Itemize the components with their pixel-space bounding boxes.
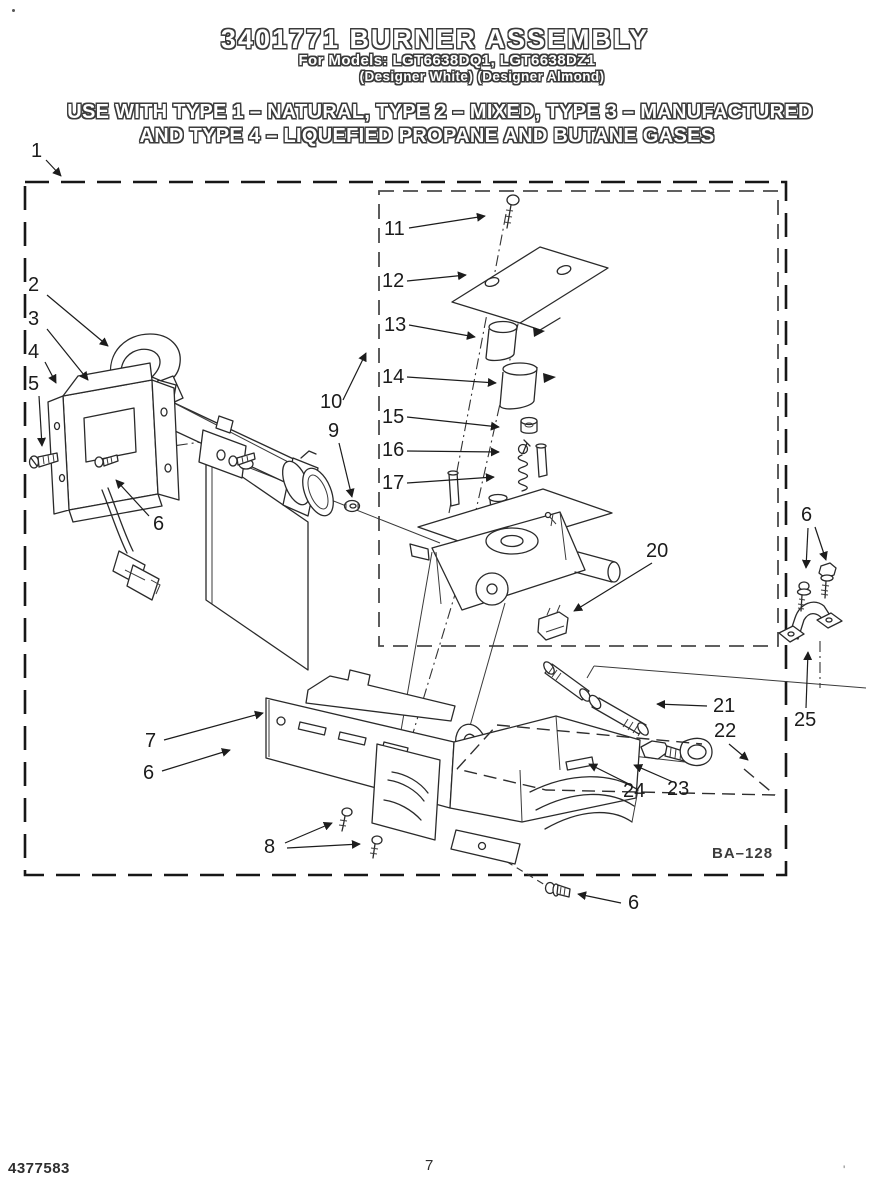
callout-20: 20: [646, 540, 669, 562]
callout-23: 23: [667, 778, 690, 800]
coil-14: [500, 363, 556, 409]
page-number: 7: [425, 1157, 434, 1174]
coil-13: [486, 322, 545, 361]
callout-6-base: 6: [143, 762, 155, 784]
callout-24: 24: [623, 780, 646, 802]
callout-10: 10: [320, 391, 343, 413]
callout-14: 14: [382, 366, 405, 388]
callout-7: 7: [145, 730, 157, 752]
callout-9: 9: [328, 420, 340, 442]
page-title: 3401771 BURNER ASSEMBLY: [220, 24, 650, 54]
callout-22: 22: [714, 720, 737, 742]
bracket-12: [452, 247, 608, 330]
callout-13: 13: [384, 314, 407, 336]
callout-8: 8: [264, 836, 276, 858]
cap-15: [521, 418, 537, 434]
gas-types-line-1: USE WITH TYPE 1 – NATURAL, TYPE 2 – MIXED, TYPE 3 – MANUFACTURED: [67, 101, 813, 123]
callout-3: 3: [28, 308, 40, 330]
callout-6-bottom: 6: [628, 892, 640, 914]
screw-6-bottom: [546, 883, 571, 898]
orifice-nut-9: [345, 501, 360, 512]
screw-11: [504, 195, 519, 228]
callout-17: 17: [382, 472, 405, 494]
callout-16: 16: [382, 439, 405, 461]
callout-2: 2: [28, 274, 40, 296]
callout-11: 11: [384, 218, 405, 240]
callout-6-right: 6: [801, 504, 813, 526]
scan-corner-mark: ': [843, 1163, 846, 1177]
finish-colors-line: (Designer White) (Designer Almond): [359, 69, 605, 84]
callout-15: 15: [382, 406, 405, 428]
wire-terminal-20: [538, 605, 568, 640]
callout-21: 21: [713, 695, 736, 717]
models-line: For Models: LGT6638DQ1, LGT6638DZ1: [298, 52, 596, 69]
callout-25: 25: [794, 709, 817, 731]
burner-bracket: [48, 363, 179, 522]
drawing-code: BA–128: [712, 845, 774, 862]
callout-1: 1: [31, 140, 43, 162]
gas-types-line-2: AND TYPE 4 – LIQUEFIED PROPANE AND BUTANE GASES: [139, 125, 715, 147]
callout-6-left: 6: [153, 513, 165, 535]
callout-12: 12: [382, 270, 405, 292]
document-number: 4377583: [8, 1160, 70, 1177]
callout-4: 4: [28, 341, 40, 363]
callout-5: 5: [28, 373, 40, 395]
gas-valve-body: [410, 444, 620, 610]
pipe-clamp-25: [779, 602, 842, 642]
